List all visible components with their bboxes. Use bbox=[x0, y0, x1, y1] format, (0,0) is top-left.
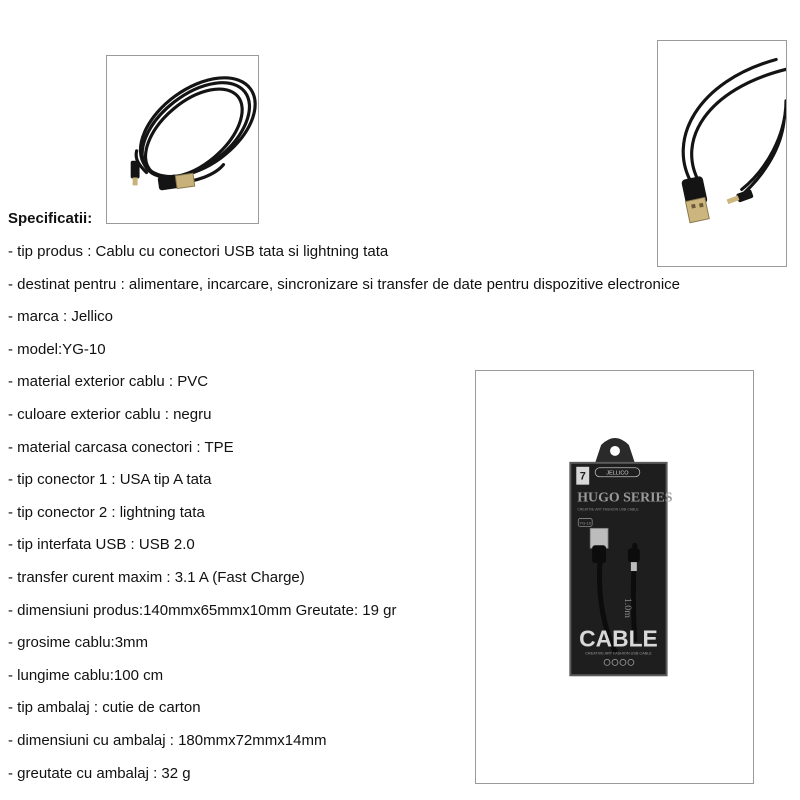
package-big-label: CABLE bbox=[579, 625, 658, 652]
spec-item: - destinat pentru : alimentare, incarcare, sincronizare si transfer de date pentru dispozitive electronice bbox=[8, 275, 681, 293]
product-photo-connectors bbox=[657, 40, 787, 267]
product-photo-coiled-cable bbox=[106, 55, 259, 224]
spec-item: - grosime cablu:3mm bbox=[8, 634, 149, 652]
spec-item: - tip conector 1 : USA tip A tata bbox=[8, 471, 212, 489]
spec-item: - transfer curent maxim : 3.1 A (Fast Charge) bbox=[8, 568, 305, 586]
spec-item: - marca : Jellico bbox=[8, 308, 114, 326]
specifications-list bbox=[8, 243, 768, 797]
package-model-badge: YG-10 bbox=[579, 520, 591, 526]
spec-item: - tip conector 2 : lightning tata bbox=[8, 503, 205, 521]
spec-item: - tip interfata USB : USB 2.0 bbox=[8, 536, 195, 554]
specifications-heading: Specificatii: bbox=[8, 210, 93, 227]
spec-item: - tip ambalaj : cutie de carton bbox=[8, 699, 201, 717]
lightning-connector bbox=[131, 161, 140, 186]
spec-item: - dimensiuni cu ambalaj : 180mmx72mmx14mm bbox=[8, 731, 327, 749]
spec-item: - model:YG-10 bbox=[8, 340, 106, 358]
spec-item: - tip produs : Cablu cu conectori USB tata si lightning tata bbox=[8, 243, 389, 260]
package-tagline-top: CREATIVE ART FASHION USB CABLE bbox=[577, 507, 639, 512]
spec-item: - material exterior cablu : PVC bbox=[8, 373, 209, 391]
connectors-closeup-image bbox=[658, 41, 786, 266]
coiled-cable-image bbox=[107, 56, 258, 223]
spec-item: - culoare exterior cablu : negru bbox=[8, 405, 212, 423]
package-tagline-bottom: CREATIVE ART FASHION USB CABLE bbox=[585, 651, 652, 656]
lightning-connector bbox=[727, 189, 754, 204]
spec-item: - dimensiuni produs:140mmx65mmx10mm Greutate: 19 gr bbox=[8, 601, 397, 619]
spec-item: - lungime cablu:100 cm bbox=[8, 666, 164, 684]
package-badge-number: 7 bbox=[579, 470, 586, 483]
spec-item: - greutate cu ambalaj : 32 g bbox=[8, 764, 191, 782]
package-brand: JELLICO bbox=[606, 470, 629, 477]
spec-item: - material carcasa conectori : TPE bbox=[8, 438, 234, 456]
package-series: HUGO SERIES bbox=[577, 490, 673, 506]
package-side-text: 1.0m bbox=[621, 597, 633, 618]
usb-a-connector bbox=[681, 176, 709, 223]
